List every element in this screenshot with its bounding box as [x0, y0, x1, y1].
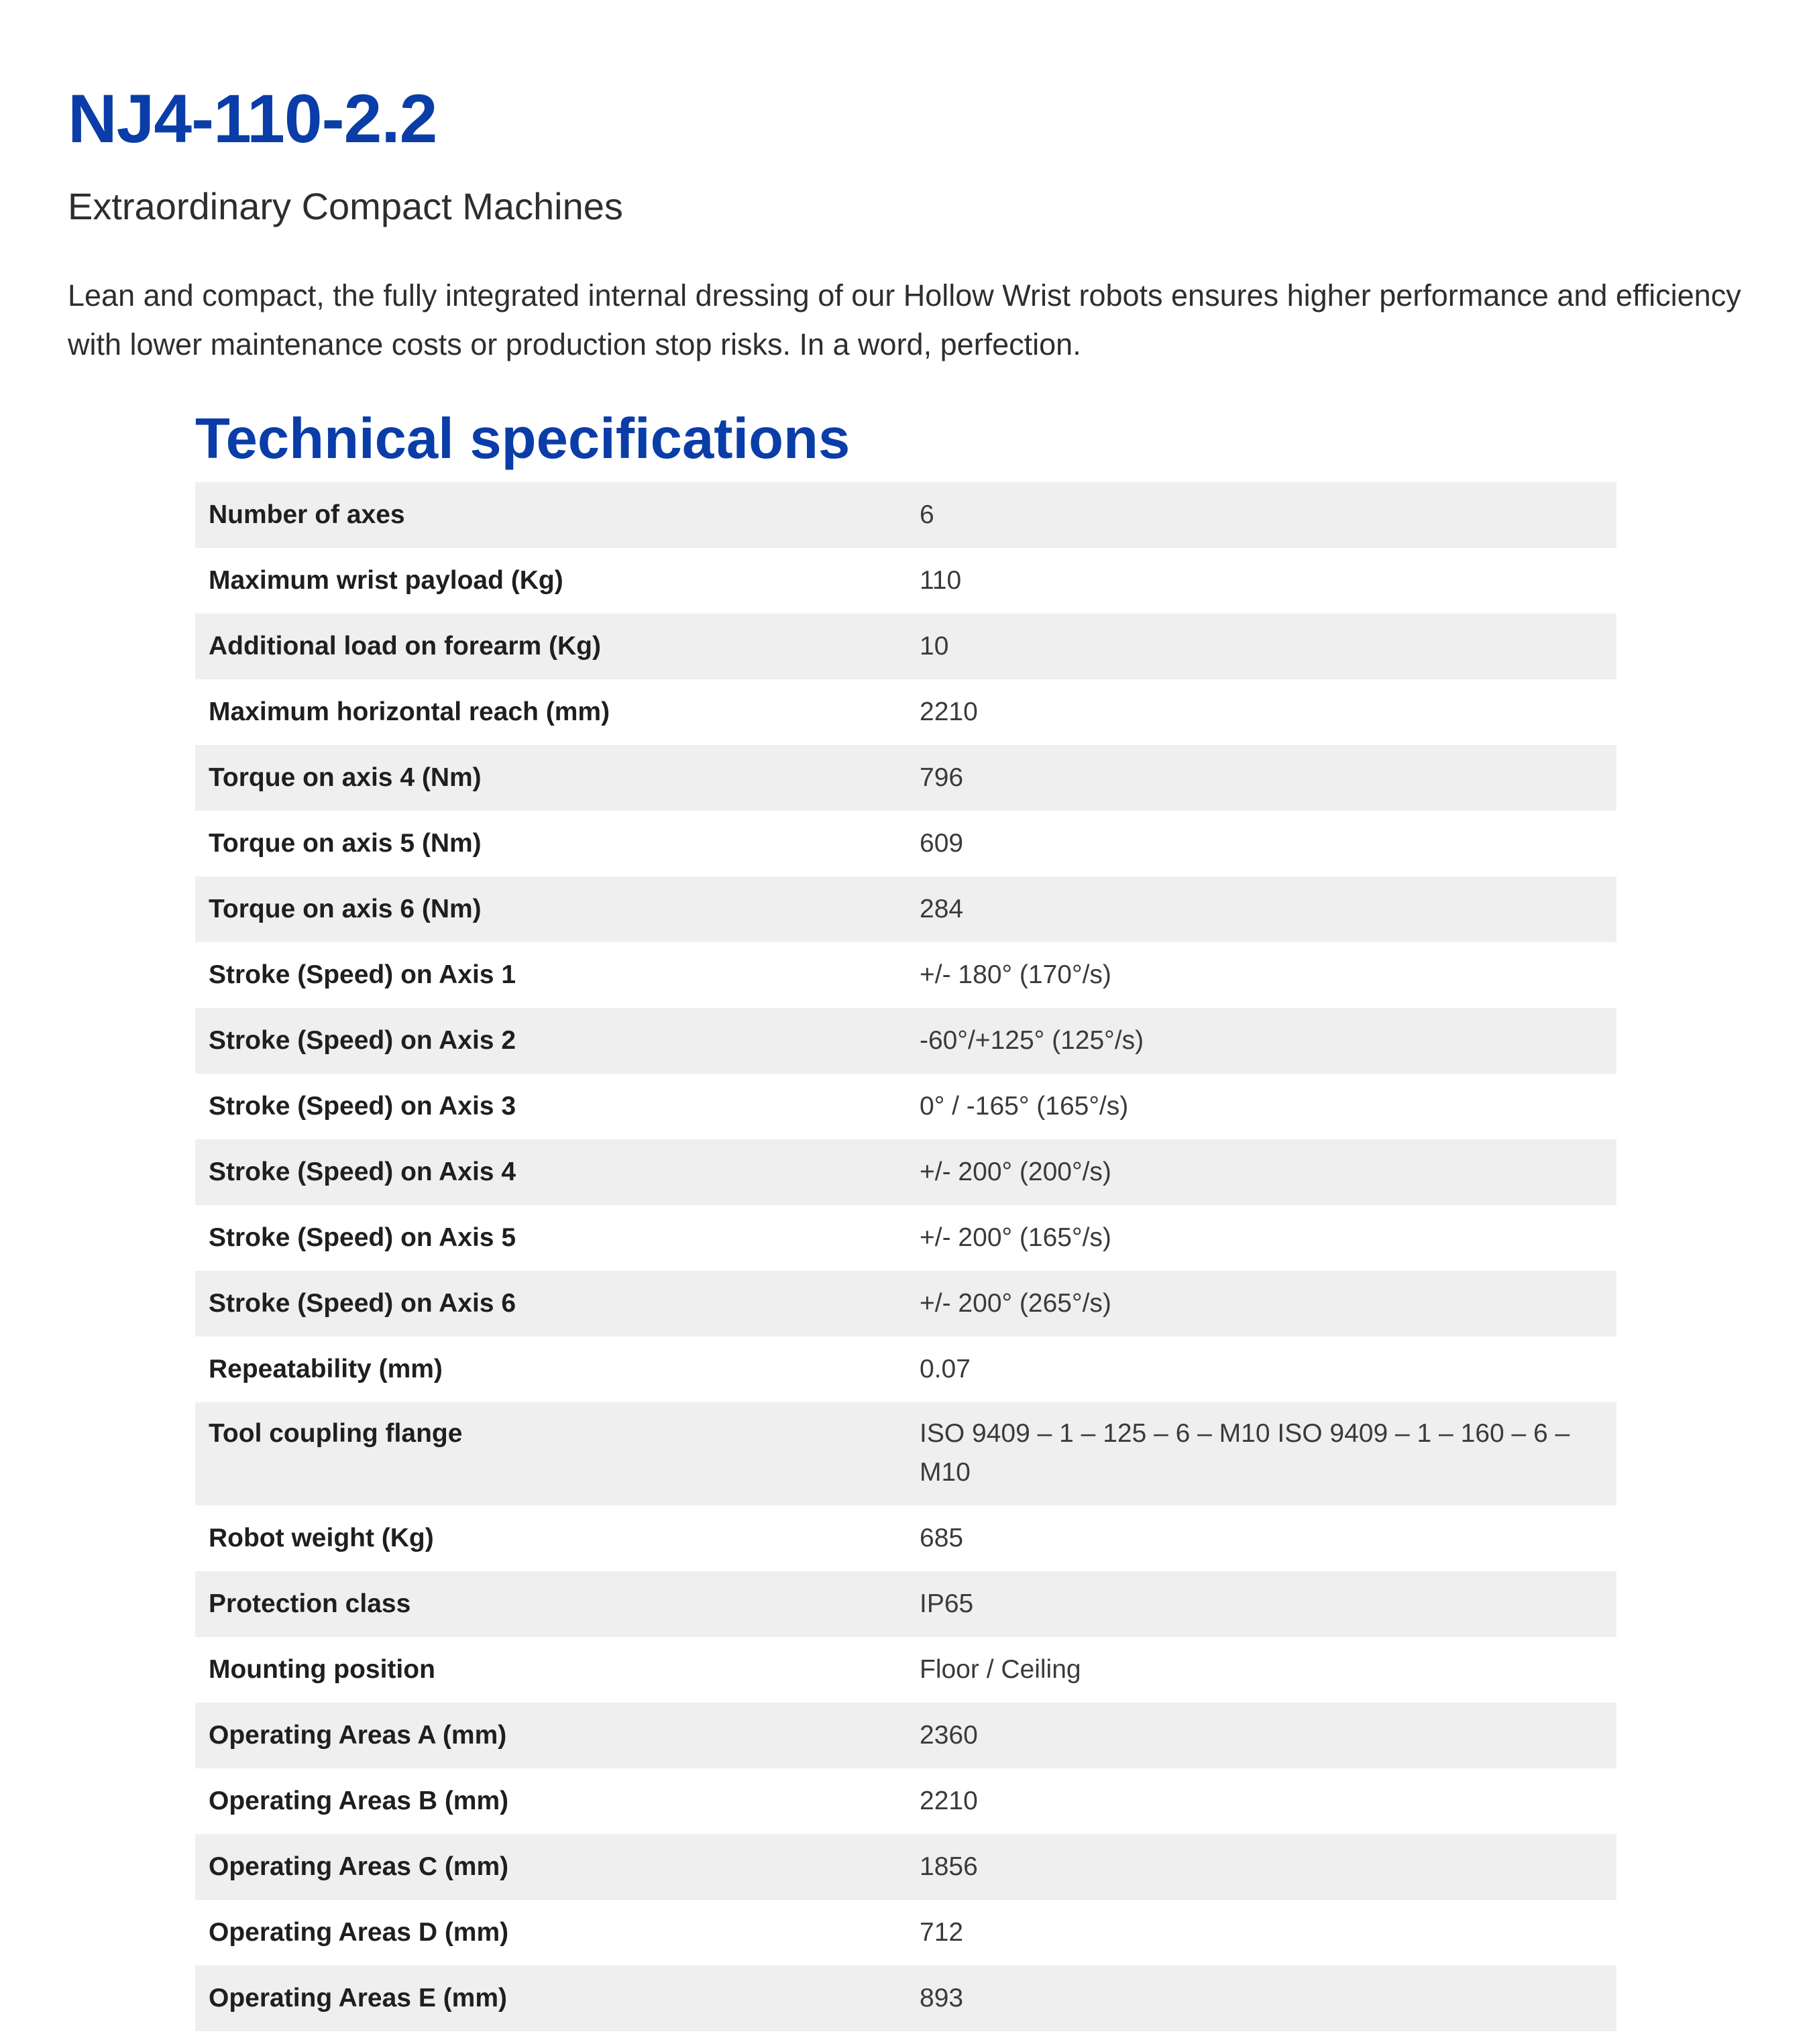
- spec-value: 2360: [920, 1721, 978, 1750]
- product-description: Lean and compact, the fully integrated internal dressing of our Hollow Wrist robots ensures higher performance and efficiency with lower maintenance costs or production stop risks. In a word, perfection.: [68, 278, 1741, 361]
- spec-label: Operating Areas C (mm): [209, 1852, 509, 1881]
- spec-value: 6: [920, 500, 934, 529]
- spec-row: [195, 876, 1616, 942]
- spec-value: 609: [920, 829, 964, 858]
- spec-label: Torque on axis 5 (Nm): [209, 829, 482, 858]
- spec-label: Stroke (Speed) on Axis 1: [209, 960, 516, 989]
- spec-value: Floor / Ceiling: [920, 1655, 1081, 1684]
- spec-row: [195, 811, 1616, 876]
- spec-value: IP65: [920, 1589, 974, 1618]
- spec-label: Tool coupling flange: [209, 1419, 463, 1448]
- spec-label: Stroke (Speed) on Axis 6: [209, 1289, 516, 1318]
- spec-value: +/- 200° (265°/s): [920, 1289, 1111, 1318]
- spec-row: [195, 942, 1616, 1008]
- spec-label: Stroke (Speed) on Axis 2: [209, 1026, 516, 1055]
- spec-label: Maximum wrist payload (Kg): [209, 566, 563, 595]
- spec-row: [195, 1402, 1616, 1506]
- spec-label: Operating Areas D (mm): [209, 1918, 509, 1947]
- spec-label: Stroke (Speed) on Axis 4: [209, 1157, 516, 1186]
- spec-row: [195, 1271, 1616, 1337]
- spec-value: 0.07: [920, 1355, 971, 1383]
- spec-value: 2210: [920, 697, 978, 726]
- spec-row: [195, 1008, 1616, 1074]
- spec-label: Torque on axis 6 (Nm): [209, 895, 482, 923]
- spec-label: Additional load on forearm (Kg): [209, 632, 601, 661]
- spec-label: Operating Areas E (mm): [209, 1984, 507, 2012]
- spec-row: [195, 1834, 1616, 1900]
- specs-table: [195, 482, 1616, 2031]
- spec-value: -60°/+125° (125°/s): [920, 1026, 1144, 1055]
- spec-value: 893: [920, 1984, 964, 2012]
- spec-value: 284: [920, 895, 964, 923]
- spec-value: 685: [920, 1524, 964, 1552]
- product-subtitle: Extraordinary Compact Machines: [68, 185, 623, 227]
- spec-row: [195, 1768, 1616, 1834]
- spec-label: Operating Areas B (mm): [209, 1786, 509, 1815]
- spec-label: Stroke (Speed) on Axis 5: [209, 1223, 516, 1252]
- spec-value: 10: [920, 632, 949, 661]
- spec-value: 712: [920, 1918, 964, 1947]
- spec-value: +/- 200° (165°/s): [920, 1223, 1111, 1252]
- spec-row: [195, 1900, 1616, 1966]
- spec-value: +/- 180° (170°/s): [920, 960, 1111, 989]
- spec-row: [195, 745, 1616, 811]
- spec-row: [195, 679, 1616, 745]
- spec-value: 110: [920, 566, 962, 595]
- spec-value: ISO 9409 – 1 – 125 – 6 – M10 ISO 9409 – 1 – 160 – 6 – M10: [920, 1419, 1570, 1487]
- spec-label: Robot weight (Kg): [209, 1524, 434, 1552]
- spec-row: [195, 1337, 1616, 1402]
- spec-row: [195, 1571, 1616, 1637]
- spec-label: Operating Areas A (mm): [209, 1721, 507, 1750]
- spec-row: [195, 1074, 1616, 1139]
- spec-label: Protection class: [209, 1589, 411, 1618]
- spec-value: 1856: [920, 1852, 978, 1881]
- spec-row: [195, 1506, 1616, 1571]
- spec-row: [195, 1703, 1616, 1768]
- product-title: NJ4-110-2.2: [68, 80, 437, 157]
- spec-row: [195, 1139, 1616, 1205]
- spec-label: Maximum horizontal reach (mm): [209, 697, 610, 726]
- spec-label: Stroke (Speed) on Axis 3: [209, 1092, 516, 1121]
- spec-row: [195, 482, 1616, 548]
- spec-row: [195, 614, 1616, 679]
- spec-row: [195, 548, 1616, 614]
- spec-label: Repeatability (mm): [209, 1355, 443, 1383]
- specs-heading: Technical specifications: [195, 407, 850, 471]
- spec-row: [195, 1637, 1616, 1703]
- spec-value: 0° / -165° (165°/s): [920, 1092, 1129, 1121]
- spec-value: 796: [920, 763, 964, 792]
- spec-value: 2210: [920, 1786, 978, 1815]
- spec-label: Torque on axis 4 (Nm): [209, 763, 482, 792]
- spec-row: [195, 1205, 1616, 1271]
- spec-value: +/- 200° (200°/s): [920, 1157, 1111, 1186]
- spec-label: Number of axes: [209, 500, 405, 529]
- spec-label: Mounting position: [209, 1655, 435, 1684]
- spec-row: [195, 1966, 1616, 2031]
